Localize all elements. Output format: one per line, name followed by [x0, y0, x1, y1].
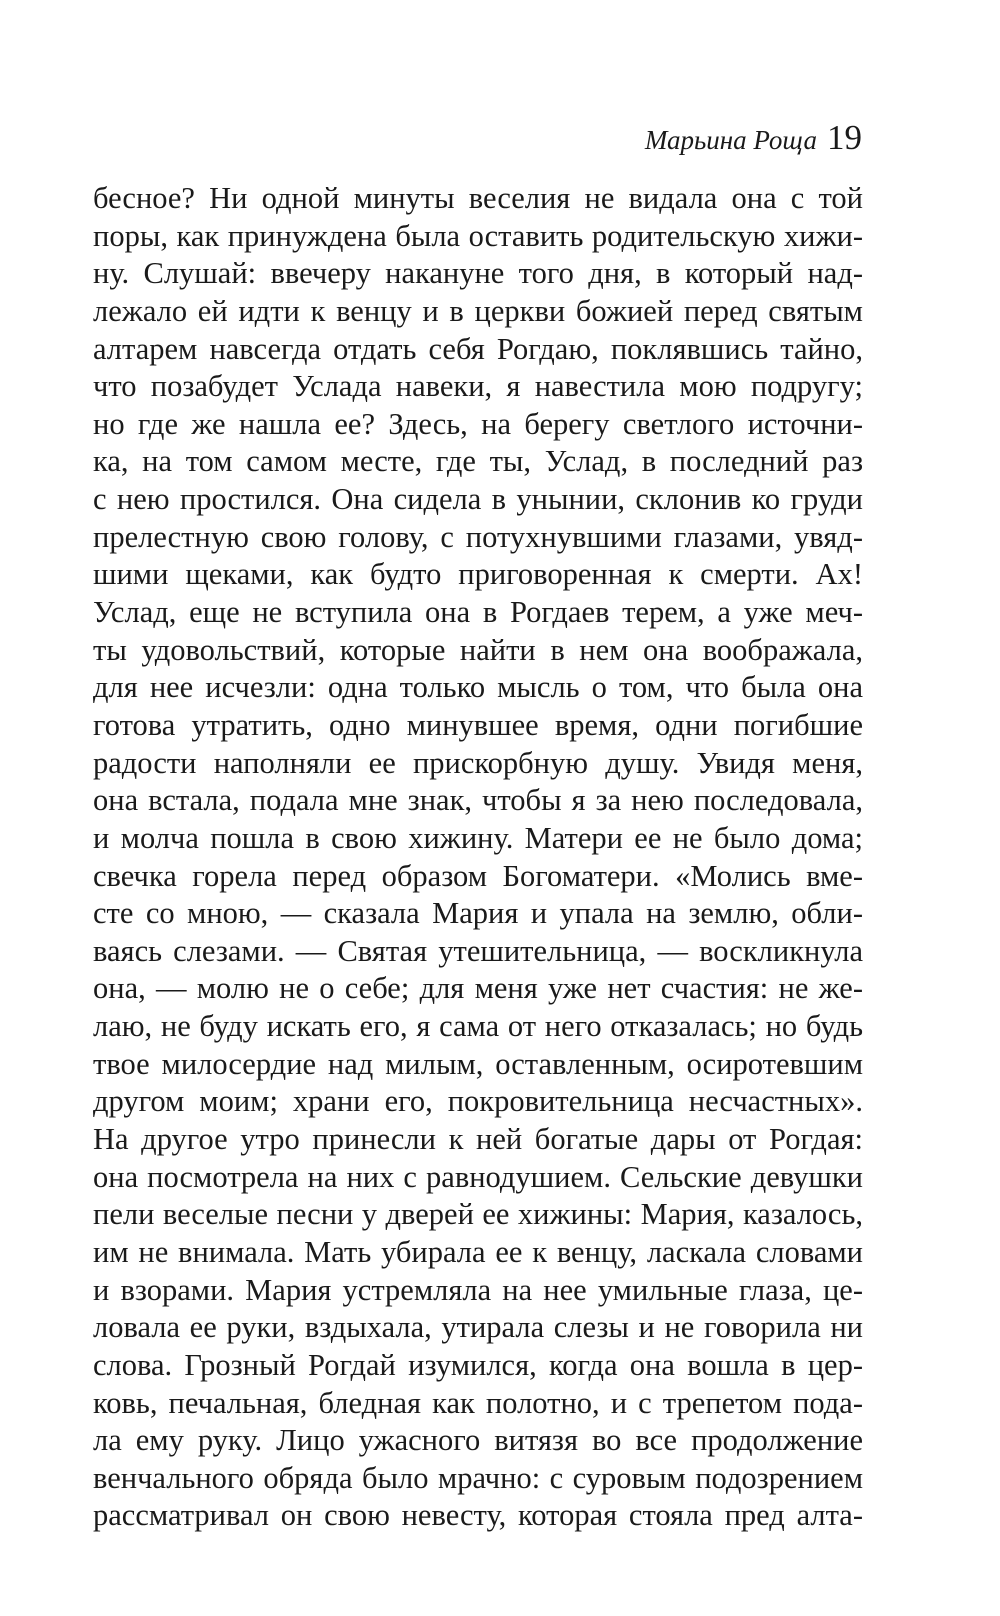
text-line: что позабудет Услада навеки, я навестила мою подругу;: [93, 369, 863, 404]
text-line: алтарем навсегда отдать себя Рогдаю, поклявшись тайно,: [93, 331, 863, 366]
text-line: На другое утро принесли к ней богатые дары от Рогдая:: [93, 1122, 863, 1157]
text-line: прелестную свою голову, с потухнувшими глазами, увяд-: [93, 519, 863, 554]
text-line: ты удовольствий, которые найти в нем она воображала,: [93, 632, 863, 667]
text-line: но где же нашла ее? Здесь, на берегу светлого источни-: [93, 406, 863, 441]
text-line: она посмотрела на них с равнодушием. Сельские девушки: [93, 1159, 863, 1194]
text-line: свечка горела перед образом Богоматери. «Молись вме-: [93, 858, 863, 893]
text-line: лежало ей идти к венцу и в церкви божией перед святым: [93, 293, 863, 328]
text-line: ка, на том самом месте, где ты, Услад, в последний раз: [93, 444, 863, 479]
text-line: им не внимала. Мать убирала ее к венцу, ласкала словами: [93, 1234, 863, 1269]
text-line: с нею простился. Она сидела в унынии, склонив ко груди: [93, 482, 863, 517]
running-title: Марьина Роща: [644, 125, 817, 155]
text-line: ла ему руку. Лицо ужасного витязя во все продолжение: [93, 1423, 863, 1458]
text-line: готова утратить, одно минувшее время, одни погибшие: [93, 707, 863, 742]
text-line: слова. Грозный Рогдай изумился, когда она вошла в цер-: [93, 1347, 863, 1382]
running-head: [645, 118, 862, 158]
text-line: и взорами. Мария устремляла на нее умильные глаза, це-: [93, 1272, 863, 1307]
text-line: сте со мною, — сказала Мария и упала на землю, обли-: [93, 896, 863, 931]
text-line: шими щеками, как будто приговоренная к смерти. Ах!: [93, 557, 863, 592]
text-line: Услад, еще не вступила она в Рогдаев терем, а уже меч-: [93, 595, 863, 630]
text-line: ловала ее руки, вздыхала, утирала слезы и не говорила ни: [93, 1310, 863, 1345]
text-line: ваясь слезами. — Святая утешительница, — воскликнула: [93, 933, 863, 968]
text-line: твое милосердие над милым, оставленным, осиротевшим: [93, 1046, 863, 1081]
text-line: она, — молю не о себе; для меня уже нет счастия: не же-: [93, 971, 863, 1006]
text-line: венчального обряда было мрачно: с суровым подозрением: [93, 1460, 863, 1495]
text-line: пели веселые песни у дверей ее хижины: Мария, казалось,: [93, 1197, 863, 1232]
text-line: ну. Слушай: ввечеру накануне того дня, в который над-: [93, 256, 863, 291]
text-line: и молча пошла в свою хижину. Матери ее не было дома;: [93, 820, 863, 855]
text-line: она встала, подала мне знак, чтобы я за нею последовала,: [93, 783, 863, 818]
text-line: радости наполняли ее прискорбную душу. Увидя меня,: [93, 745, 863, 780]
text-line: другом моим; храни его, покровительница несчастных».: [93, 1084, 863, 1119]
text-line: бесное? Ни одной минуты веселия не видала она с той: [93, 181, 863, 215]
body-text: [93, 180, 863, 1535]
text-line: ковь, печальная, бледная как полотно, и с трепетом пода-: [93, 1385, 863, 1420]
page-number: 19: [827, 118, 862, 157]
text-line: лаю, не буду искать его, я сама от него отказалась; но будь: [93, 1009, 863, 1044]
text-line: поры, как принуждена была оставить родительскую хижи-: [93, 218, 863, 253]
text-line: для нее исчезли: одна только мысль о том, что была она: [93, 670, 863, 705]
text-line: рассматривал он свою невесту, которая стояла пред алта-: [93, 1498, 863, 1533]
